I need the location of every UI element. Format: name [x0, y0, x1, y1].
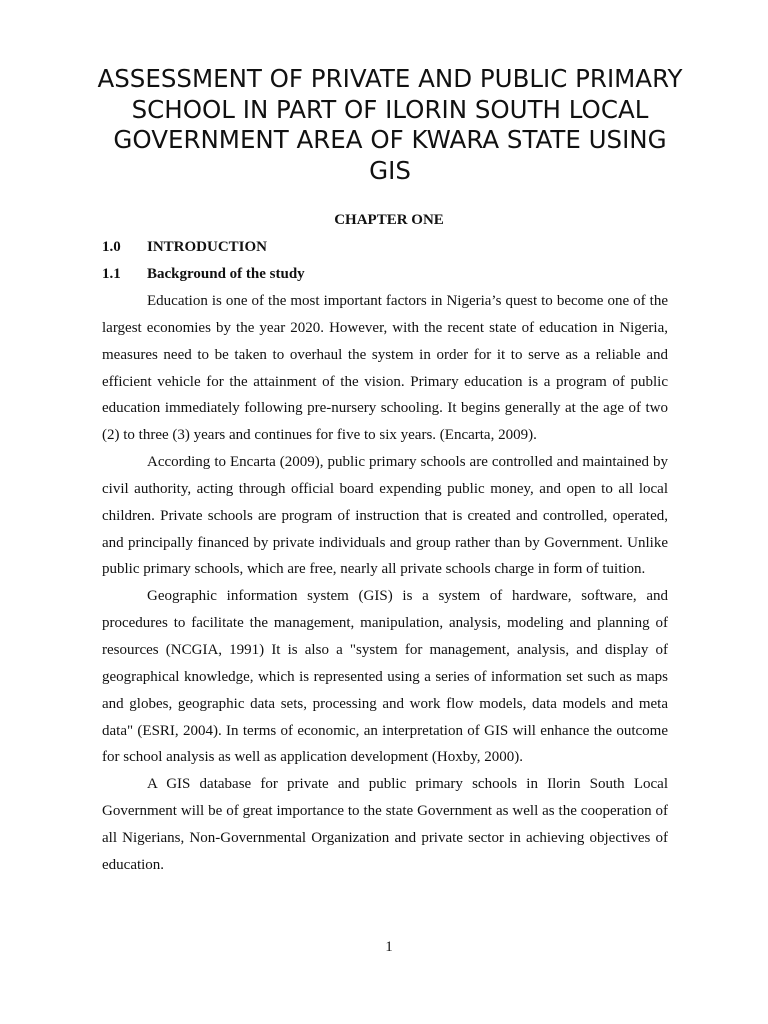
section-title: Background of the study [147, 266, 305, 282]
body-text [102, 288, 668, 879]
paragraph-database: A GIS database for private and public primary schools in Ilorin South Local Government will be of great importance to the state Government as well as the cooperation of all Nigerians, Non-Governmental Organization and private sector in achieving objectives of education. [102, 776, 668, 873]
paragraph-encarta: According to Encarta (2009), public primary schools are controlled and maintained by civil authority, acting through official board expending public money, and open to all local children. Private schools are program of instruction that is created and controlled, operated, and principally financed by private individuals and group rather than by Government. Unlike public primary schools, which are free, nearly all private schools charge in form of tuition. [102, 454, 668, 578]
section-number: 1.0 [102, 239, 121, 255]
section-title: INTRODUCTION [147, 239, 268, 255]
document-title: ASSESSMENT OF PRIVATE AND PUBLIC PRIMARY SCHOOL IN PART OF ILORIN SOUTH LOCAL GOVERNMENT AREA OF KWARA STATE USING GIS [97, 64, 683, 185]
section-heading-background [102, 264, 305, 284]
paragraph-gis: Geographic information system (GIS) is a system of hardware, software, and procedures to facilitate the management, manipulation, analysis, modeling and planning of resources (NCGIA, 1991) It is also a "system for management, analysis, and display of geographical knowledge, which is represented using a series of information set such as maps and globes, geographic data sets, processing and work flow models, data models and meta data" (ESRI, 2004). In terms of economic, an interpretation of GIS will enhance the outcome for school analysis as well as application development (Hoxby, 2000). [102, 588, 668, 766]
section-number: 1.1 [102, 266, 121, 282]
section-heading-introduction [102, 237, 267, 257]
page-number: 1 [385, 939, 393, 955]
chapter-heading: CHAPTER ONE [334, 212, 444, 228]
paragraph-education: Education is one of the most important factors in Nigeria’s quest to become one of the largest economies by the year 2020. However, with the recent state of education in Nigeria, measures need to be taken to overhaul the system in order for it to serve as a reliable and efficient vehicle for the attainment of the vision. Primary education is a program of public education immediately following pre-nursery schooling. It begins generally at the age of two (2) to three (3) years and continues for five to six years. (Encarta, 2009). [102, 293, 668, 444]
